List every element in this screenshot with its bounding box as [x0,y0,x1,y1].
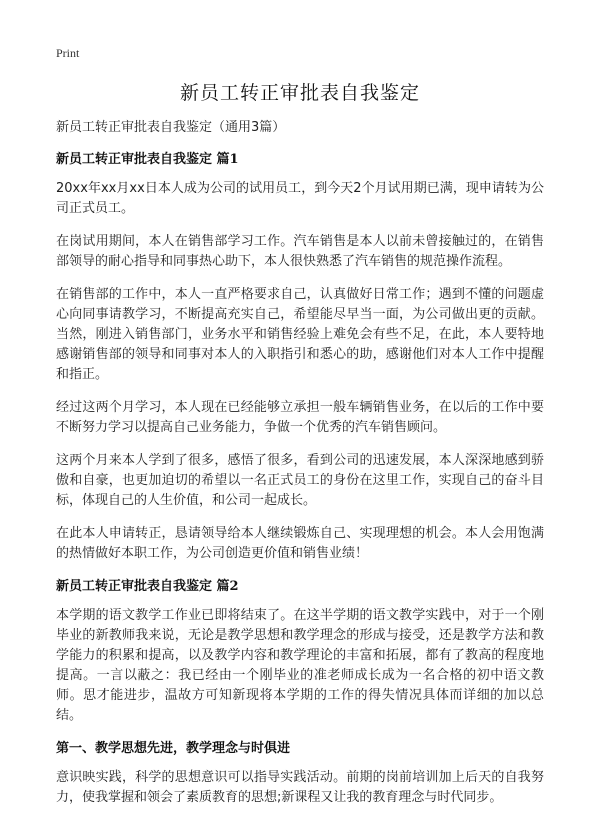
paragraph: 20xx年xx月xx日本人成为公司的试用员工，到今天2个月试用期已满，现申请转为公司正式员工。 [56,181,544,216]
paragraph: 在岗试用期间，本人在销售部学习工作。汽车销售是本人以前未曾接触过的，在销售部领导的耐心指导和同事热心助下，本人很快熟悉了汽车销售的规范操作流程。 [56,234,544,269]
page-title: 新员工转正审批表自我鉴定 [179,82,420,104]
paragraph: 意识映实践，科学的思想意识可以指导实践活动。前期的岗前培训加上后天的自我努力，使我掌握和领会了素质教育的思想;新课程又让我的教育理念与时代同步。 [56,770,544,805]
paragraph: 在此本人申请转正，恳请领导给本人继续锻炼自己、实现理想的机会。本人会用饱满的热情做好本职工作，为公司创造更价值和销售业绩！ [56,526,544,561]
paragraph: 经过这两个月学习，本人现在已经能够立承担一般车辆销售业务，在以后的工作中要不断努力学习以提高自己业务能力，争做一个优秀的汽车销售顾问。 [56,400,544,435]
section-heading-3: 第一、教学思想先进，教学理念与时俱进 [56,741,291,756]
paragraph: 本学期的语文教学工作业已即将结束了。在这半学期的语文教学实践中，对于一个刚毕业的新教师我来说，无论是教学思想和教学理念的形成与接受，还是教学方法和教学能力的积累和提高，以及教学内容和教学理论的丰富和拓展，都有了教高的程度地提高。一言以蔽之：我已经由一个刚毕业的准老师成长成为一名合格的初中语文教师。思才能进步，温故方可知新现将本学期的工作的得失情况具体而详细的加以总结。 [56,608,544,723]
paragraph: 这两个月来本人学到了很多，感悟了很多，看到公司的迅速发展，本人深深地感到骄傲和自豪，也更加迫切的希望以一名正式员工的身份在这里工作，实现自己的奋斗目标，体现自己的人生价值，和公司一起成长。 [56,453,544,508]
paragraph: 在销售部的工作中，本人一直严格要求自己，认真做好日常工作；遇到不懂的问题虚心向同事请教学习，不断提高充实自己，希望能尽早当一面，为公司做出更的贡献。当然，刚进入销售部门，业务水平和销售经验上难免会有些不足，在此，本人要特地感谢销售部的领导和同事对本人的入职指引和悉心的助，感谢他们对本人工作中提醒和指正。 [56,287,544,382]
print-link[interactable]: Print [56,46,80,60]
document-subtitle: 新员工转正审批表自我鉴定（通用3篇） [56,120,286,135]
section-heading-1: 新员工转正审批表自我鉴定 篇1 [56,152,239,167]
section-heading-2: 新员工转正审批表自我鉴定 篇2 [56,579,239,594]
document-body [56,118,544,821]
